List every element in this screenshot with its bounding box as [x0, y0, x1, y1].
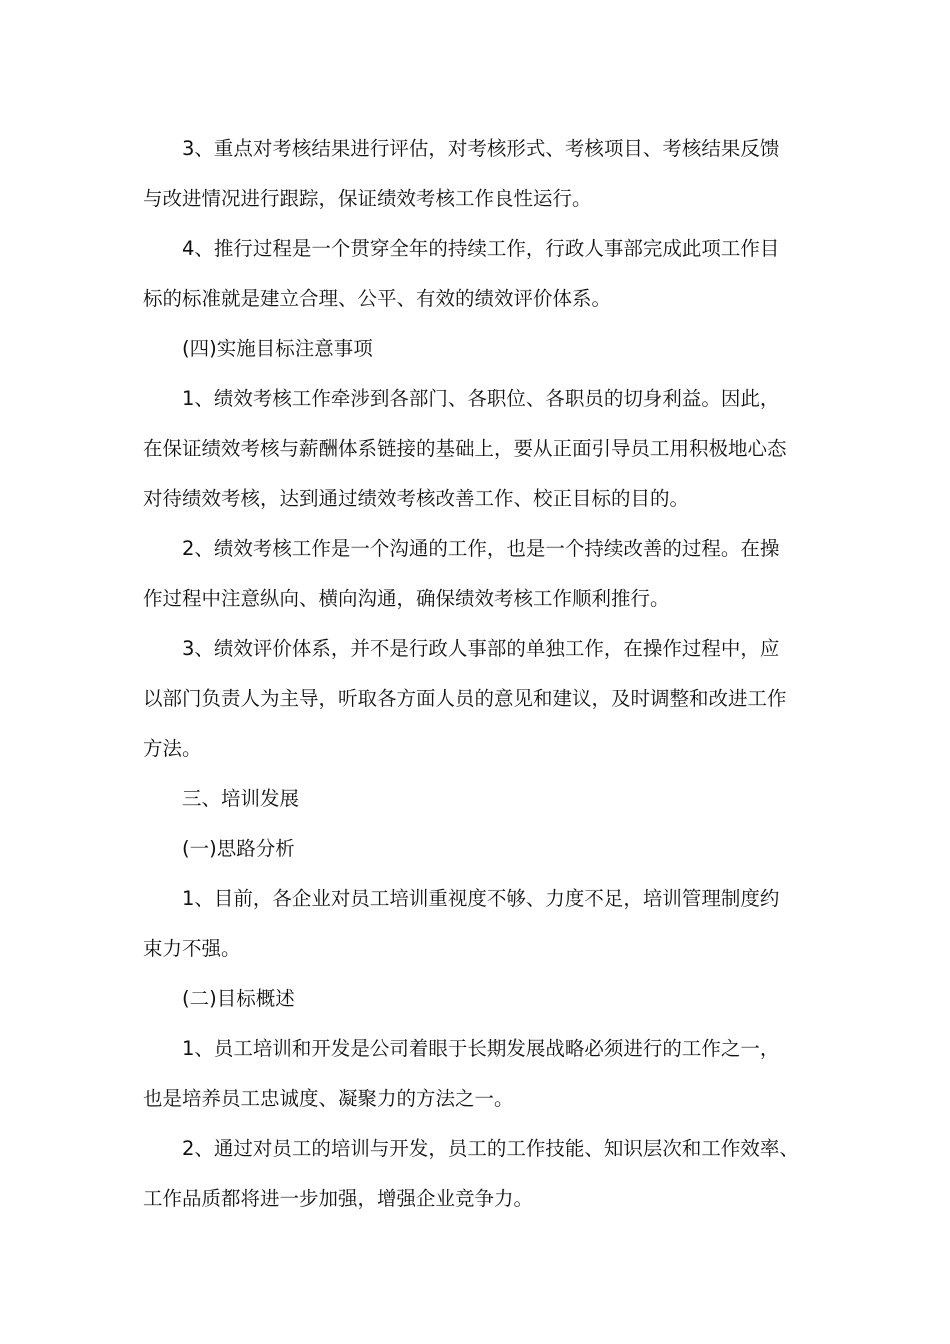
- section-heading: (四)实施目标注意事项: [182, 337, 373, 360]
- section-heading: (一)思路分析: [182, 837, 295, 860]
- paragraph-line: 1、员工培训和开发是公司着眼于长期发展战略必须进行的工作之一，: [182, 1037, 780, 1060]
- paragraph-line: 对待绩效考核，达到通过绩效考核改善工作、校正目标的目的。: [143, 487, 690, 510]
- paragraph-line: 也是培养员工忠诚度、凝聚力的方法之一。: [143, 1087, 514, 1110]
- section-heading: (二)目标概述: [182, 987, 295, 1010]
- paragraph-line: 方法。: [143, 737, 202, 760]
- paragraph-line: 与改进情况进行跟踪，保证绩效考核工作良性运行。: [143, 187, 592, 210]
- paragraph-line: 工作品质都将进一步加强，增强企业竞争力。: [143, 1187, 534, 1210]
- paragraph-line: 4、推行过程是一个贯穿全年的持续工作，行政人事部完成此项工作目: [182, 237, 780, 260]
- paragraph-line: 3、重点对考核结果进行评估，对考核形式、考核项目、考核结果反馈: [182, 137, 780, 160]
- paragraph-line: 标的标准就是建立合理、公平、有效的绩效评价体系。: [143, 287, 612, 310]
- section-heading: 三、培训发展: [182, 787, 300, 810]
- paragraph-line: 1、目前，各企业对员工培训重视度不够、力度不足，培训管理制度约: [182, 887, 780, 910]
- paragraph-line: 作过程中注意纵向、横向沟通，确保绩效考核工作顺利推行。: [143, 587, 670, 610]
- paragraph-line: 束力不强。: [143, 937, 241, 960]
- paragraph-line: 以部门负责人为主导，听取各方面人员的意见和建议，及时调整和改进工作: [143, 687, 787, 710]
- paragraph-line: 1、绩效考核工作牵涉到各部门、各职位、各职员的切身利益。因此，: [182, 387, 780, 410]
- paragraph-line: 2、通过对员工的培训与开发，员工的工作技能、知识层次和工作效率、: [182, 1137, 799, 1160]
- paragraph-line: 2、绩效考核工作是一个沟通的工作，也是一个持续改善的过程。在操: [182, 537, 780, 560]
- paragraph-line: 在保证绩效考核与薪酬体系链接的基础上，要从正面引导员工用积极地心态: [143, 437, 787, 460]
- paragraph-line: 3、绩效评价体系，并不是行政人事部的单独工作，在操作过程中，应: [182, 637, 780, 660]
